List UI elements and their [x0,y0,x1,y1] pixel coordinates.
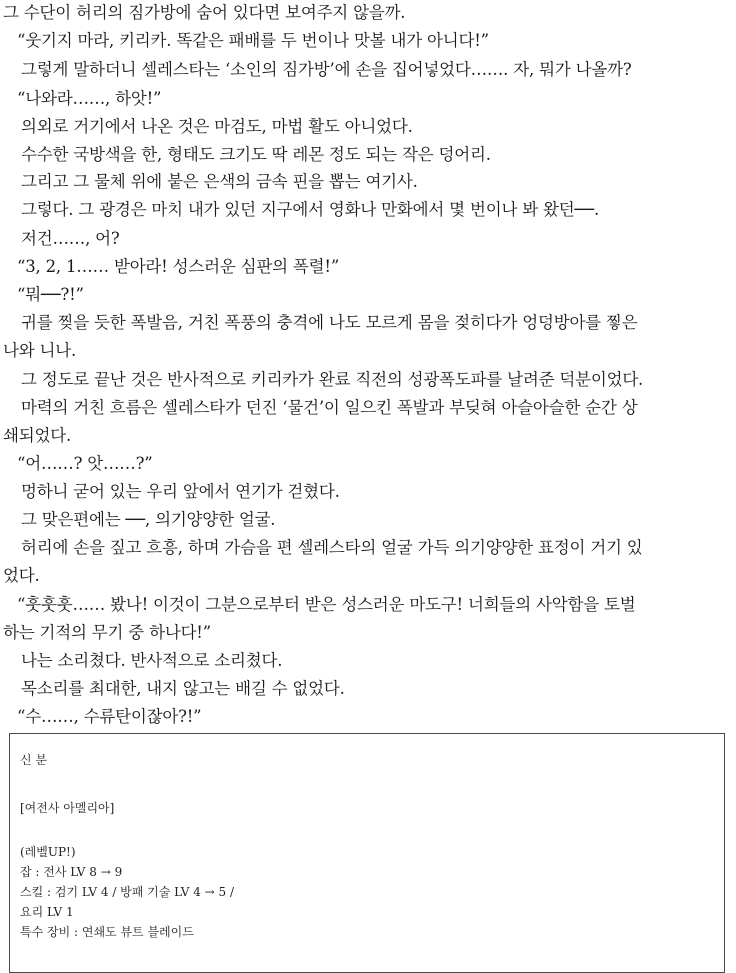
text-line: “훗훗훗…… 봤나! 이것이 그분으로부터 받은 성스러운 마도구! 너희들의 사악함을 토벌 [17,595,636,614]
skill-list-continued: 요리 LV 1 [20,905,74,919]
text-line: 그 정도로 끝난 것은 반사적으로 키리카가 완료 직전의 성광폭도파를 날려준 덕분이었다. [21,370,644,389]
text-line: 그렇다. 그 광경은 마치 내가 있던 지구에서 영화나 만화에서 몇 번이나 봐 왔던──. [21,200,600,219]
status-heading: 신 분 [20,753,47,767]
text-line: 그리고 그 물체 위에 붙은 은색의 금속 핀을 뽑는 여기사. [21,172,418,191]
status-window [9,733,725,973]
job-level: 잡 : 전사 LV 8 → 9 [20,865,123,879]
text-line: 의외로 거기에서 나온 것은 마검도, 마법 활도 아니었다. [21,117,413,136]
text-line: 목소리를 최대한, 내지 않고는 배길 수 없었다. [21,679,345,698]
text-line: 그 맞은편에는 ──, 의기양양한 얼굴. [21,510,276,529]
text-line: 나와 니나. [3,341,77,360]
text-line: 그 수단이 허리의 짐가방에 숨어 있다면 보여주지 않을까. [3,3,406,22]
text-line: 귀를 찢을 듯한 폭발음, 거친 폭풍의 충격에 나도 모르게 몸을 젖히다가 엉덩방아를 찧은 [21,313,638,332]
text-line: 나는 소리쳤다. 반사적으로 소리쳤다. [21,651,283,670]
text-line: “수……, 수류탄이잖아?!” [17,707,202,726]
text-line: “웃기지 마라, 키리카. 똑같은 패배를 두 번이나 맛볼 내가 아니다!” [17,31,489,50]
text-line: 수수한 국방색을 한, 형태도 크기도 딱 레몬 정도 되는 작은 덩어리. [21,145,491,164]
text-line: 저건……, 어? [21,229,120,248]
character-name: [여전사 아멜리아] [20,801,115,815]
text-line: 쇄되었다. [3,426,72,445]
text-line: 하는 기적의 무기 중 하나다!” [3,623,211,642]
skill-list: 스킬 : 검기 LV 4 / 방패 기술 LV 4 → 5 / [20,885,235,899]
level-up-badge: (레벨UP!) [20,845,76,859]
text-line: “뭐──?!” [17,285,84,304]
special-equipment: 특수 장비 : 연쇄도 뷰트 블레이드 [20,925,194,939]
text-line: 멍하니 굳어 있는 우리 앞에서 연기가 걷혔다. [21,482,340,501]
text-line: “나와라……, 하앗!” [17,89,162,108]
text-line: “3, 2, 1…… 받아라! 성스러운 심판의 폭렬!” [17,257,340,276]
text-line: 었다. [3,566,40,585]
text-line: 그렇게 말하더니 셀레스타는 ‘소인의 짐가방’에 손을 집어넣었다……. 자, 뭐가 나올까? [21,60,632,79]
text-line: “어……? 앗……?” [17,454,153,473]
text-line: 마력의 거친 흐름은 셀레스타가 던진 ‘물건’이 일으킨 폭발과 부딪혀 아슬아슬한 순간 상 [21,398,638,417]
text-line: 허리에 손을 짚고 흐흥, 하며 가슴을 편 셀레스타의 얼굴 가득 의기양양한 표정이 거기 있 [21,538,643,557]
